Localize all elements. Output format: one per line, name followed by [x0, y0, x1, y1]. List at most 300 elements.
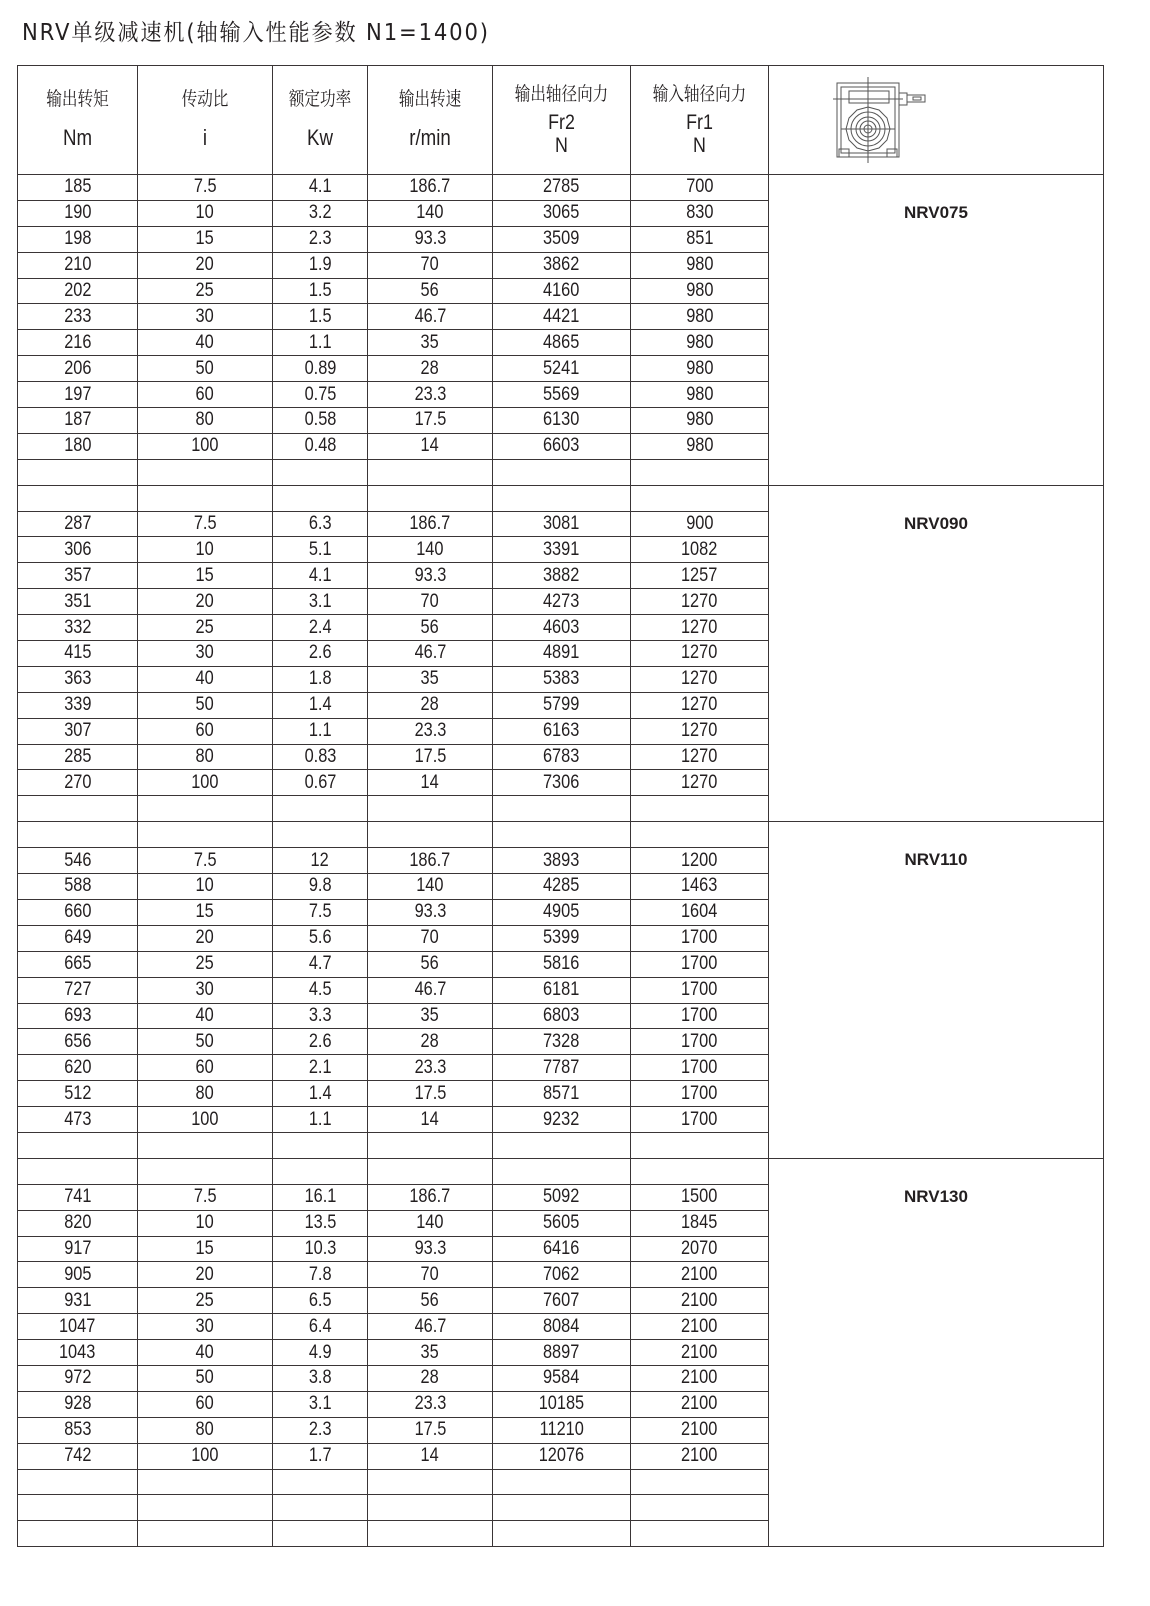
table-cell	[138, 796, 273, 822]
cell-value: 56	[420, 1289, 440, 1311]
table-cell	[138, 1417, 273, 1443]
table-cell	[493, 511, 631, 537]
cell-value: 3882	[543, 564, 580, 586]
table-cell	[631, 408, 769, 434]
table-cell	[138, 1314, 273, 1340]
cell-value: 1700	[681, 1004, 718, 1026]
cell-value: 70	[420, 254, 440, 276]
table-cell	[368, 433, 493, 459]
table-cell	[493, 770, 631, 796]
cell-value: 3065	[543, 202, 580, 224]
cell-value: 742	[63, 1445, 92, 1467]
table-cell	[18, 252, 138, 278]
table-cell	[631, 433, 769, 459]
cell-value: 10.3	[304, 1237, 336, 1259]
cell-value: 210	[63, 254, 92, 276]
table-cell	[138, 692, 273, 718]
table-cell	[368, 718, 493, 744]
table-cell	[18, 433, 138, 459]
cell-value: 1270	[681, 590, 718, 612]
table-cell	[138, 589, 273, 615]
table-cell	[138, 1443, 273, 1469]
cell-value: 4865	[543, 331, 580, 353]
cell-value: 6130	[543, 409, 580, 431]
table-cell	[273, 433, 368, 459]
table-cell	[493, 744, 631, 770]
cell-value: 0.75	[304, 383, 336, 405]
cell-value: 186.7	[409, 849, 451, 871]
table-cell	[493, 459, 631, 485]
table-cell	[273, 615, 368, 641]
table-cell	[18, 951, 138, 977]
cell-value: 5241	[543, 357, 580, 379]
cell-value: 665	[63, 953, 92, 975]
table-cell	[493, 1029, 631, 1055]
cell-value: 931	[63, 1289, 92, 1311]
cell-value: 14	[420, 435, 440, 457]
cell-value: 23.3	[414, 1056, 446, 1078]
header-output-speed: 输出转速 r/min	[368, 66, 493, 175]
table-cell	[138, 200, 273, 226]
cell-value: 206	[63, 357, 92, 379]
cell-value: 4.5	[308, 979, 332, 1001]
table-cell	[631, 1107, 769, 1133]
table-cell	[138, 433, 273, 459]
cell-value: 1700	[681, 1056, 718, 1078]
table-cell	[273, 874, 368, 900]
table-cell	[138, 330, 273, 356]
table-cell	[368, 1365, 493, 1391]
table-cell	[18, 796, 138, 822]
table-cell	[631, 899, 769, 925]
table-cell	[631, 1210, 769, 1236]
table-cell	[138, 925, 273, 951]
table-cell	[138, 1236, 273, 1262]
cell-value: 1270	[681, 616, 718, 638]
table-cell	[368, 925, 493, 951]
cell-value: 6.4	[308, 1315, 332, 1337]
table-cell	[273, 744, 368, 770]
table-cell	[18, 485, 138, 511]
header-image-cell	[769, 66, 1104, 175]
table-cell	[273, 1262, 368, 1288]
page-title: NRV单级减速机(轴输入性能参数 N1=1400)	[22, 20, 490, 46]
table-cell	[631, 459, 769, 485]
table-cell	[493, 175, 631, 201]
cell-value: 9232	[543, 1108, 580, 1130]
cell-value: 3081	[543, 513, 580, 535]
table-cell	[138, 1003, 273, 1029]
cell-value: 14	[420, 1445, 440, 1467]
table-cell	[18, 175, 138, 201]
table-cell	[273, 1132, 368, 1158]
table-cell	[273, 175, 368, 201]
table-cell	[493, 899, 631, 925]
cell-value: 187	[63, 409, 92, 431]
cell-value: 186.7	[409, 1186, 451, 1208]
table-cell	[18, 1314, 138, 1340]
cell-value: 727	[63, 979, 92, 1001]
table-cell	[18, 330, 138, 356]
cell-value: 1700	[681, 1082, 718, 1104]
table-cell	[631, 744, 769, 770]
table-cell	[18, 200, 138, 226]
cell-value: 30	[195, 979, 215, 1001]
table-cell	[18, 1236, 138, 1262]
table-cell	[18, 1262, 138, 1288]
cell-value: 4.7	[308, 953, 332, 975]
table-cell	[138, 899, 273, 925]
table-cell	[273, 1521, 368, 1547]
table-cell	[138, 1158, 273, 1184]
table-cell	[18, 641, 138, 667]
table-cell	[368, 899, 493, 925]
table-cell	[368, 1340, 493, 1366]
cell-value: 60	[195, 720, 215, 742]
cell-value: 60	[195, 383, 215, 405]
table-cell	[138, 874, 273, 900]
cell-value: 93.3	[414, 564, 446, 586]
table-cell	[368, 822, 493, 848]
table-cell	[273, 822, 368, 848]
table-cell	[138, 1081, 273, 1107]
cell-value: 693	[63, 1004, 92, 1026]
cell-value: 17.5	[414, 1082, 446, 1104]
cell-value: 351	[63, 590, 92, 612]
table-cell	[18, 1184, 138, 1210]
table-cell	[273, 1158, 368, 1184]
cell-value: 6803	[543, 1004, 580, 1026]
cell-value: 339	[63, 694, 92, 716]
table-cell	[273, 1184, 368, 1210]
model-label: NRV075	[904, 203, 968, 222]
table-cell	[493, 641, 631, 667]
cell-value: 980	[685, 305, 714, 327]
cell-value: 23.3	[414, 383, 446, 405]
table-cell	[493, 304, 631, 330]
table-cell	[493, 1081, 631, 1107]
table-cell	[493, 563, 631, 589]
cell-value: 1270	[681, 720, 718, 742]
header-rated-power: 额定功率 Kw	[273, 66, 368, 175]
table-cell	[18, 1210, 138, 1236]
table-cell	[631, 692, 769, 718]
table-cell	[493, 874, 631, 900]
table-cell	[138, 1391, 273, 1417]
table-cell	[273, 330, 368, 356]
table-cell	[368, 1029, 493, 1055]
cell-value: 40	[195, 668, 215, 690]
model-label: NRV090	[904, 513, 968, 533]
table-cell	[368, 252, 493, 278]
table-cell	[368, 1236, 493, 1262]
cell-value: 25	[195, 953, 215, 975]
table-cell	[18, 925, 138, 951]
table-cell	[493, 1262, 631, 1288]
cell-value: 1047	[59, 1315, 96, 1337]
table-cell	[138, 615, 273, 641]
cell-value: 700	[685, 176, 714, 198]
table-cell	[273, 1391, 368, 1417]
table-cell	[273, 1029, 368, 1055]
table-cell	[273, 951, 368, 977]
table-cell	[18, 356, 138, 382]
table-cell	[368, 1003, 493, 1029]
table-cell	[273, 848, 368, 874]
table-cell	[18, 1003, 138, 1029]
table-cell	[18, 1469, 138, 1495]
table-cell	[273, 382, 368, 408]
cell-value: 16.1	[304, 1186, 336, 1208]
table-cell	[368, 1495, 493, 1521]
table-cell	[18, 1288, 138, 1314]
cell-value: 1257	[681, 564, 718, 586]
table-cell	[138, 977, 273, 1003]
table-cell	[368, 226, 493, 252]
cell-value: 4.1	[308, 176, 332, 198]
cell-value: 270	[63, 771, 92, 793]
table-cell	[18, 1443, 138, 1469]
table-cell	[631, 356, 769, 382]
table-cell	[368, 485, 493, 511]
table-row	[18, 175, 1104, 201]
cell-value: 20	[195, 590, 215, 612]
cell-value: 820	[63, 1212, 92, 1234]
table-cell	[368, 1314, 493, 1340]
cell-value: 50	[195, 1367, 215, 1389]
cell-value: 1604	[681, 901, 718, 923]
cell-value: 980	[685, 435, 714, 457]
cell-value: 2100	[681, 1445, 718, 1467]
cell-value: 5383	[543, 668, 580, 690]
cell-value: 10185	[538, 1393, 585, 1415]
table-cell	[18, 770, 138, 796]
cell-value: 6783	[543, 746, 580, 768]
table-cell	[273, 1210, 368, 1236]
table-cell	[273, 1107, 368, 1133]
cell-value: 93.3	[414, 1237, 446, 1259]
cell-value: 60	[195, 1056, 215, 1078]
table-cell	[138, 175, 273, 201]
table-cell	[273, 304, 368, 330]
cell-value: 8084	[543, 1315, 580, 1337]
table-cell	[631, 1443, 769, 1469]
table-cell	[273, 1365, 368, 1391]
table-cell	[138, 252, 273, 278]
table-cell	[631, 330, 769, 356]
cell-value: 5816	[543, 953, 580, 975]
table-cell	[493, 1365, 631, 1391]
cell-value: 287	[63, 513, 92, 535]
cell-value: 307	[63, 720, 92, 742]
table-cell	[493, 382, 631, 408]
cell-value: 2.6	[308, 1030, 332, 1052]
cell-value: 2.3	[308, 228, 332, 250]
table-cell	[18, 874, 138, 900]
table-cell	[493, 485, 631, 511]
cell-value: 46.7	[414, 1315, 446, 1337]
table-cell	[273, 718, 368, 744]
cell-value: 10	[195, 538, 215, 560]
table-cell	[631, 563, 769, 589]
table-cell	[273, 485, 368, 511]
table-cell	[368, 615, 493, 641]
table-cell	[631, 1314, 769, 1340]
cell-value: 70	[420, 1263, 440, 1285]
table-cell	[631, 796, 769, 822]
table-cell	[138, 1469, 273, 1495]
table-cell	[18, 1340, 138, 1366]
table-cell	[493, 1107, 631, 1133]
table-cell	[631, 226, 769, 252]
model-label-cell	[769, 822, 1104, 1159]
cell-value: 546	[63, 849, 92, 871]
table-cell	[631, 1288, 769, 1314]
cell-value: 100	[191, 771, 219, 793]
model-label-cell	[769, 485, 1104, 822]
cell-value: 70	[420, 590, 440, 612]
table-cell	[631, 1029, 769, 1055]
cell-value: 15	[195, 564, 215, 586]
table-cell	[138, 951, 273, 977]
cell-value: 93.3	[414, 228, 446, 250]
table-cell	[493, 1469, 631, 1495]
cell-value: 17.5	[414, 746, 446, 768]
cell-value: 1.9	[308, 254, 332, 276]
table-cell	[138, 744, 273, 770]
cell-value: 1845	[681, 1212, 718, 1234]
cell-value: 357	[63, 564, 92, 586]
cell-value: 6181	[543, 979, 580, 1001]
table-cell	[493, 1314, 631, 1340]
table-cell	[631, 1158, 769, 1184]
cell-value: 3.1	[308, 1393, 332, 1415]
table-cell	[493, 1210, 631, 1236]
table-cell	[631, 485, 769, 511]
table-cell	[631, 822, 769, 848]
cell-value: 23.3	[414, 720, 446, 742]
cell-value: 972	[63, 1367, 92, 1389]
cell-value: 928	[63, 1393, 92, 1415]
table-cell	[631, 977, 769, 1003]
cell-value: 1043	[59, 1341, 96, 1363]
table-cell	[138, 459, 273, 485]
table-cell	[631, 718, 769, 744]
table-cell	[273, 200, 368, 226]
table-cell	[138, 382, 273, 408]
table-cell	[138, 1365, 273, 1391]
table-cell	[493, 951, 631, 977]
cell-value: 0.48	[304, 435, 336, 457]
blank-row	[18, 822, 1104, 848]
table-cell	[18, 899, 138, 925]
cell-value: 20	[195, 254, 215, 276]
table-cell	[138, 511, 273, 537]
cell-value: 1270	[681, 771, 718, 793]
blank-row	[18, 485, 1104, 511]
table-cell	[138, 304, 273, 330]
header-input-radial-force: 输入轴径向力 Fr1 N	[631, 66, 769, 175]
table-cell	[138, 1288, 273, 1314]
cell-value: 6.5	[308, 1289, 332, 1311]
cell-value: 851	[685, 228, 714, 250]
cell-value: 1700	[681, 953, 718, 975]
cell-value: 656	[63, 1030, 92, 1052]
cell-value: 1.5	[308, 280, 332, 301]
table-cell	[18, 1521, 138, 1547]
cell-value: 2100	[681, 1393, 718, 1415]
cell-value: 5605	[543, 1212, 580, 1234]
cell-value: 3.1	[308, 590, 332, 612]
cell-value: 10	[195, 875, 215, 897]
table-cell	[368, 511, 493, 537]
table-cell	[138, 848, 273, 874]
table-cell	[493, 537, 631, 563]
table-cell	[368, 459, 493, 485]
cell-value: 853	[63, 1419, 92, 1441]
cell-value: 5.1	[308, 538, 332, 560]
table-cell	[368, 977, 493, 1003]
cell-value: 40	[195, 1004, 215, 1026]
cell-value: 980	[685, 254, 714, 276]
table-cell	[273, 1055, 368, 1081]
cell-value: 980	[685, 357, 714, 379]
cell-value: 190	[63, 202, 92, 224]
cell-value: 10	[195, 1212, 215, 1234]
worm-gearbox-drawing-icon	[829, 77, 929, 163]
cell-value: 512	[63, 1082, 92, 1104]
table-cell	[368, 1521, 493, 1547]
cell-value: 1.5	[308, 305, 332, 327]
cell-value: 1082	[681, 538, 718, 560]
cell-value: 28	[420, 1367, 440, 1389]
cell-value: 1.4	[308, 1082, 332, 1104]
cell-value: 1200	[681, 849, 718, 871]
cell-value: 588	[63, 875, 92, 897]
cell-value: 100	[191, 1445, 219, 1467]
cell-value: 2.4	[308, 616, 332, 638]
cell-value: 15	[195, 1237, 215, 1259]
table-cell	[273, 1314, 368, 1340]
table-cell	[631, 382, 769, 408]
cell-value: 56	[420, 953, 440, 975]
cell-value: 1270	[681, 694, 718, 716]
table-cell	[368, 1184, 493, 1210]
table-cell	[493, 200, 631, 226]
table-cell	[368, 1288, 493, 1314]
cell-value: 35	[420, 1341, 440, 1363]
cell-value: 4603	[543, 616, 580, 638]
table-cell	[368, 1132, 493, 1158]
table-cell	[368, 356, 493, 382]
cell-value: 7.5	[193, 849, 217, 871]
cell-value: 40	[195, 1341, 215, 1363]
cell-value: 7.5	[308, 901, 332, 923]
cell-value: 80	[195, 1082, 215, 1104]
cell-value: 4891	[543, 642, 580, 664]
table-cell	[138, 408, 273, 434]
table-cell	[273, 356, 368, 382]
cell-value: 980	[685, 409, 714, 431]
cell-value: 20	[195, 1263, 215, 1285]
table-cell	[493, 1184, 631, 1210]
cell-value: 7607	[543, 1289, 580, 1311]
cell-value: 2.1	[308, 1056, 332, 1078]
cell-value: 9.8	[308, 875, 332, 897]
table-cell	[493, 925, 631, 951]
cell-value: 23.3	[414, 1393, 446, 1415]
cell-value: 0.89	[304, 357, 336, 379]
